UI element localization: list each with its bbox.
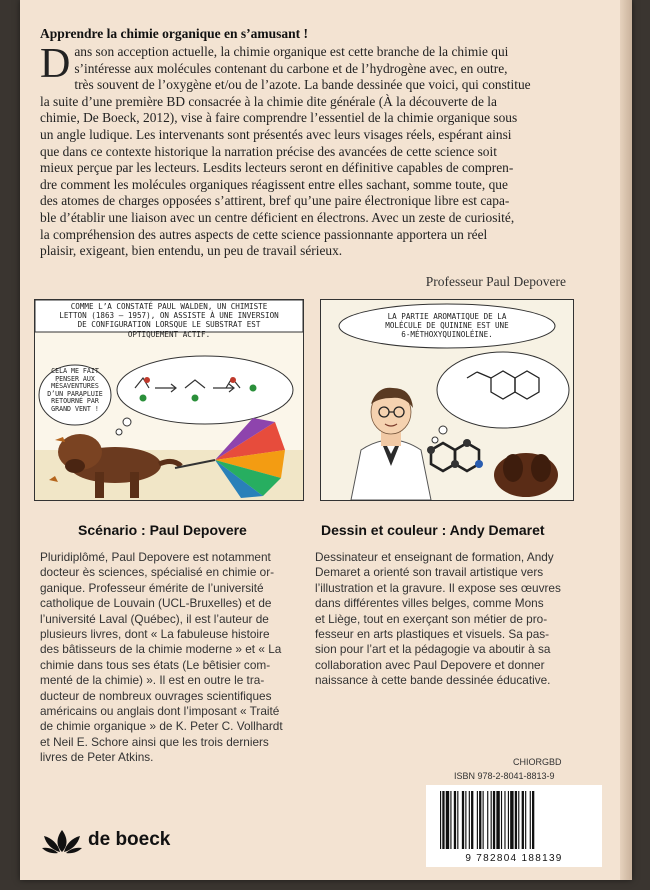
barcode-bar: [510, 791, 513, 849]
product-code: CHIORGBD: [513, 757, 562, 767]
barcode-bar: [493, 791, 495, 849]
bio-line: menté de la chimie) ». Il est en outre le tra-: [40, 673, 265, 688]
barcode: [426, 785, 602, 867]
intro-line: la suite d’une première BD consacrée à la chimie dite générale (À la découverte de la: [40, 93, 497, 109]
caption-line: DE CONFIGURATION LORSQUE LE SUBSTRAT EST: [77, 320, 261, 330]
caption-line: LETTON (1863 – 1957), ON ASSISTE À UNE INVERSION: [59, 311, 279, 321]
bubble-line: RETOURNÉ PAR: [51, 397, 99, 406]
bio-line: et Liège, tout en exerçant son métier de pro-: [315, 611, 548, 626]
bio-line: et Neil E. Schore ainsi que les trois derniers: [40, 734, 269, 749]
de-boeck-leaf-icon: [42, 826, 82, 854]
caption-line: OPTIQUEMENT ACTIF.: [127, 329, 211, 339]
caption-line: COMME L’A CONSTATÉ PAUL WALDEN, UN CHIMISTE: [70, 302, 268, 311]
barcode-bar: [462, 791, 464, 849]
scenario-title: Scénario : Paul Depovere: [78, 522, 247, 538]
isbn-label: ISBN 978-2-8041-8813-9: [454, 771, 555, 781]
barcode-bar: [483, 791, 484, 849]
barcode-bars: [426, 785, 602, 851]
back-cover-page: [20, 0, 632, 880]
barcode-bar: [487, 791, 488, 849]
barcode-bar: [522, 791, 524, 849]
publisher-logo: [42, 826, 170, 854]
dropcap-letter: D: [40, 41, 71, 87]
barcode-bar: [479, 791, 481, 849]
bio-line: l’illustration et la gravure. Il expose ses œuvres: [315, 580, 561, 595]
intro-line: la compréhension des autres aspects de cette science passionnante apportera un réel: [40, 226, 488, 242]
barcode-bar: [440, 791, 441, 849]
bio-line: naissance à cette bande dessinée éducative.: [315, 673, 551, 688]
bio-line: Demaret a orienté son travail artistique vers: [315, 565, 544, 580]
intro-line: chimie, De Boeck, 2012), vise à faire comprendre l’essentiel de la chimie organique sous: [40, 110, 518, 126]
barcode-bar: [491, 791, 492, 849]
barcode-bar: [446, 791, 449, 849]
barcode-bar: [496, 791, 499, 849]
bio-line: Pluridiplômé, Paul Depovere est notamment: [40, 550, 271, 564]
barcode-bar: [469, 791, 470, 849]
bubble-line: PENSER AUX: [55, 374, 95, 383]
bio-line: collaboration avec Paul Depovere et donner: [315, 657, 545, 672]
bio-line: docteur ès sciences, spécialisé en chimie or-: [40, 565, 275, 580]
scenario-bio: [40, 550, 286, 766]
speech-bubble-dog: [43, 368, 107, 414]
bio-line: plusieurs livres, dont « La fabuleuse histoire: [40, 627, 270, 642]
barcode-bar: [532, 791, 534, 849]
bio-line: de chimie organique » de K. Peter C. Vollhardt: [40, 719, 283, 734]
comic-caption-quinine: [381, 312, 513, 340]
bio-line: Dessinateur et enseignant de formation, Andy: [315, 550, 554, 564]
barcode-bar: [525, 791, 526, 849]
book-spine-edge: [620, 0, 632, 880]
comic-caption-walden: [39, 302, 299, 339]
bubble-line: D’UN PARAPLUIE: [47, 389, 103, 398]
bio-line: chimie dans tous ses états (Le bêtisier com-: [40, 657, 271, 672]
barcode-bar: [515, 791, 517, 849]
bubble-line: CELA ME FAIT: [51, 367, 99, 375]
caption-line: 6-MÉTHOXYQUINOLÉINE.: [401, 330, 493, 340]
intro-line: que dans ce contexte historique la narration précise des avancées de cette science soit: [40, 143, 497, 159]
bio-line: ganique. Professeur émérite de l’université: [40, 580, 264, 595]
barcode-bar: [442, 791, 444, 849]
barcode-bar: [508, 791, 509, 849]
intro-line: plaisir, exigeant, bien entendu, un peu de travail sérieux.: [40, 243, 343, 259]
barcode-bar: [450, 791, 451, 849]
intro-heading: Apprendre la chimie organique en s’amusant !: [40, 26, 309, 41]
intro-signature: Professeur Paul Depovere: [425, 274, 566, 289]
intro-line: s’intéresse aux molécules contenant du carbone et de l’hydrogène avec, en outre,: [74, 60, 508, 76]
intro-line: dre comment les molécules organiques réagissent entre elles sachant, somme toute, que: [40, 176, 508, 192]
intro-line: ble d’établir une liaison avec un centre déficient en électrons. Avec un zeste de curiosité,: [40, 209, 515, 225]
bio-line: dans différentes villes belges, comme Mons: [315, 596, 544, 611]
bio-line: livres de Peter Atkins.: [40, 750, 154, 765]
intro-line: des atomes de charges opposées s’attirent, bref qu’une paire électronique libre est capa-: [40, 193, 510, 209]
intro-line: ans son acception actuelle, la chimie organique est cette branche de la chimie qui: [74, 44, 509, 59]
bio-line: catholique de Louvain (UCL-Bruxelles) et de: [40, 596, 272, 611]
barcode-bar: [518, 791, 519, 849]
barcode-bar: [504, 791, 505, 849]
barcode-bar: [454, 791, 456, 849]
comic-panel-quinine: [320, 299, 574, 501]
barcode-bar: [530, 791, 531, 849]
bubble-line: MÉSAVENTURES: [51, 382, 99, 391]
bubble-line: GRAND VENT !: [51, 404, 99, 413]
bio-line: ducteur de nombreux ouvrages scientifiques: [40, 688, 272, 703]
bio-line: sion pour l’art et la pédagogie va aboutir à sa: [315, 642, 551, 657]
comic-panel-walden: [34, 299, 304, 501]
publisher-name: de boeck: [88, 829, 171, 850]
intro-line: très souvent de l’oxygène et/ou de l’azote. La bande dessinée que voici, qui constitue: [74, 77, 531, 93]
barcode-bar: [465, 791, 466, 849]
intro-paragraph: [40, 41, 566, 260]
intro-line: mieux perçue par les lecteurs. Lesdits lecteurs seront en définitive capables de compren-: [40, 160, 514, 176]
barcode-digits: 9 782804 188139: [465, 853, 563, 864]
caption-line: MOLÉCULE DE QUININE EST UNE: [385, 321, 509, 331]
bio-line: fesseur en arts plastiques et visuels. Sa pas-: [315, 627, 550, 642]
barcode-bar: [477, 791, 478, 849]
barcode-bar: [457, 791, 458, 849]
bio-line: américains ou anglais dont l’imposant « Traité: [40, 704, 280, 719]
bio-line: des bâtisseurs de la chimie moderne » et « La: [40, 642, 282, 657]
intro-line: un angle ludique. Les intervenants sont présentés avec leurs visages réels, espérant ainsi: [40, 126, 512, 142]
caption-line: LA PARTIE AROMATIQUE DE LA: [387, 312, 507, 321]
barcode-bar: [471, 791, 473, 849]
barcode-bar: [501, 791, 502, 849]
dessin-title: Dessin et couleur : Andy Demaret: [321, 522, 545, 538]
bio-line: l’université Laval (Québec), il est l’auteur de: [40, 611, 269, 626]
dessin-bio: [315, 550, 569, 689]
